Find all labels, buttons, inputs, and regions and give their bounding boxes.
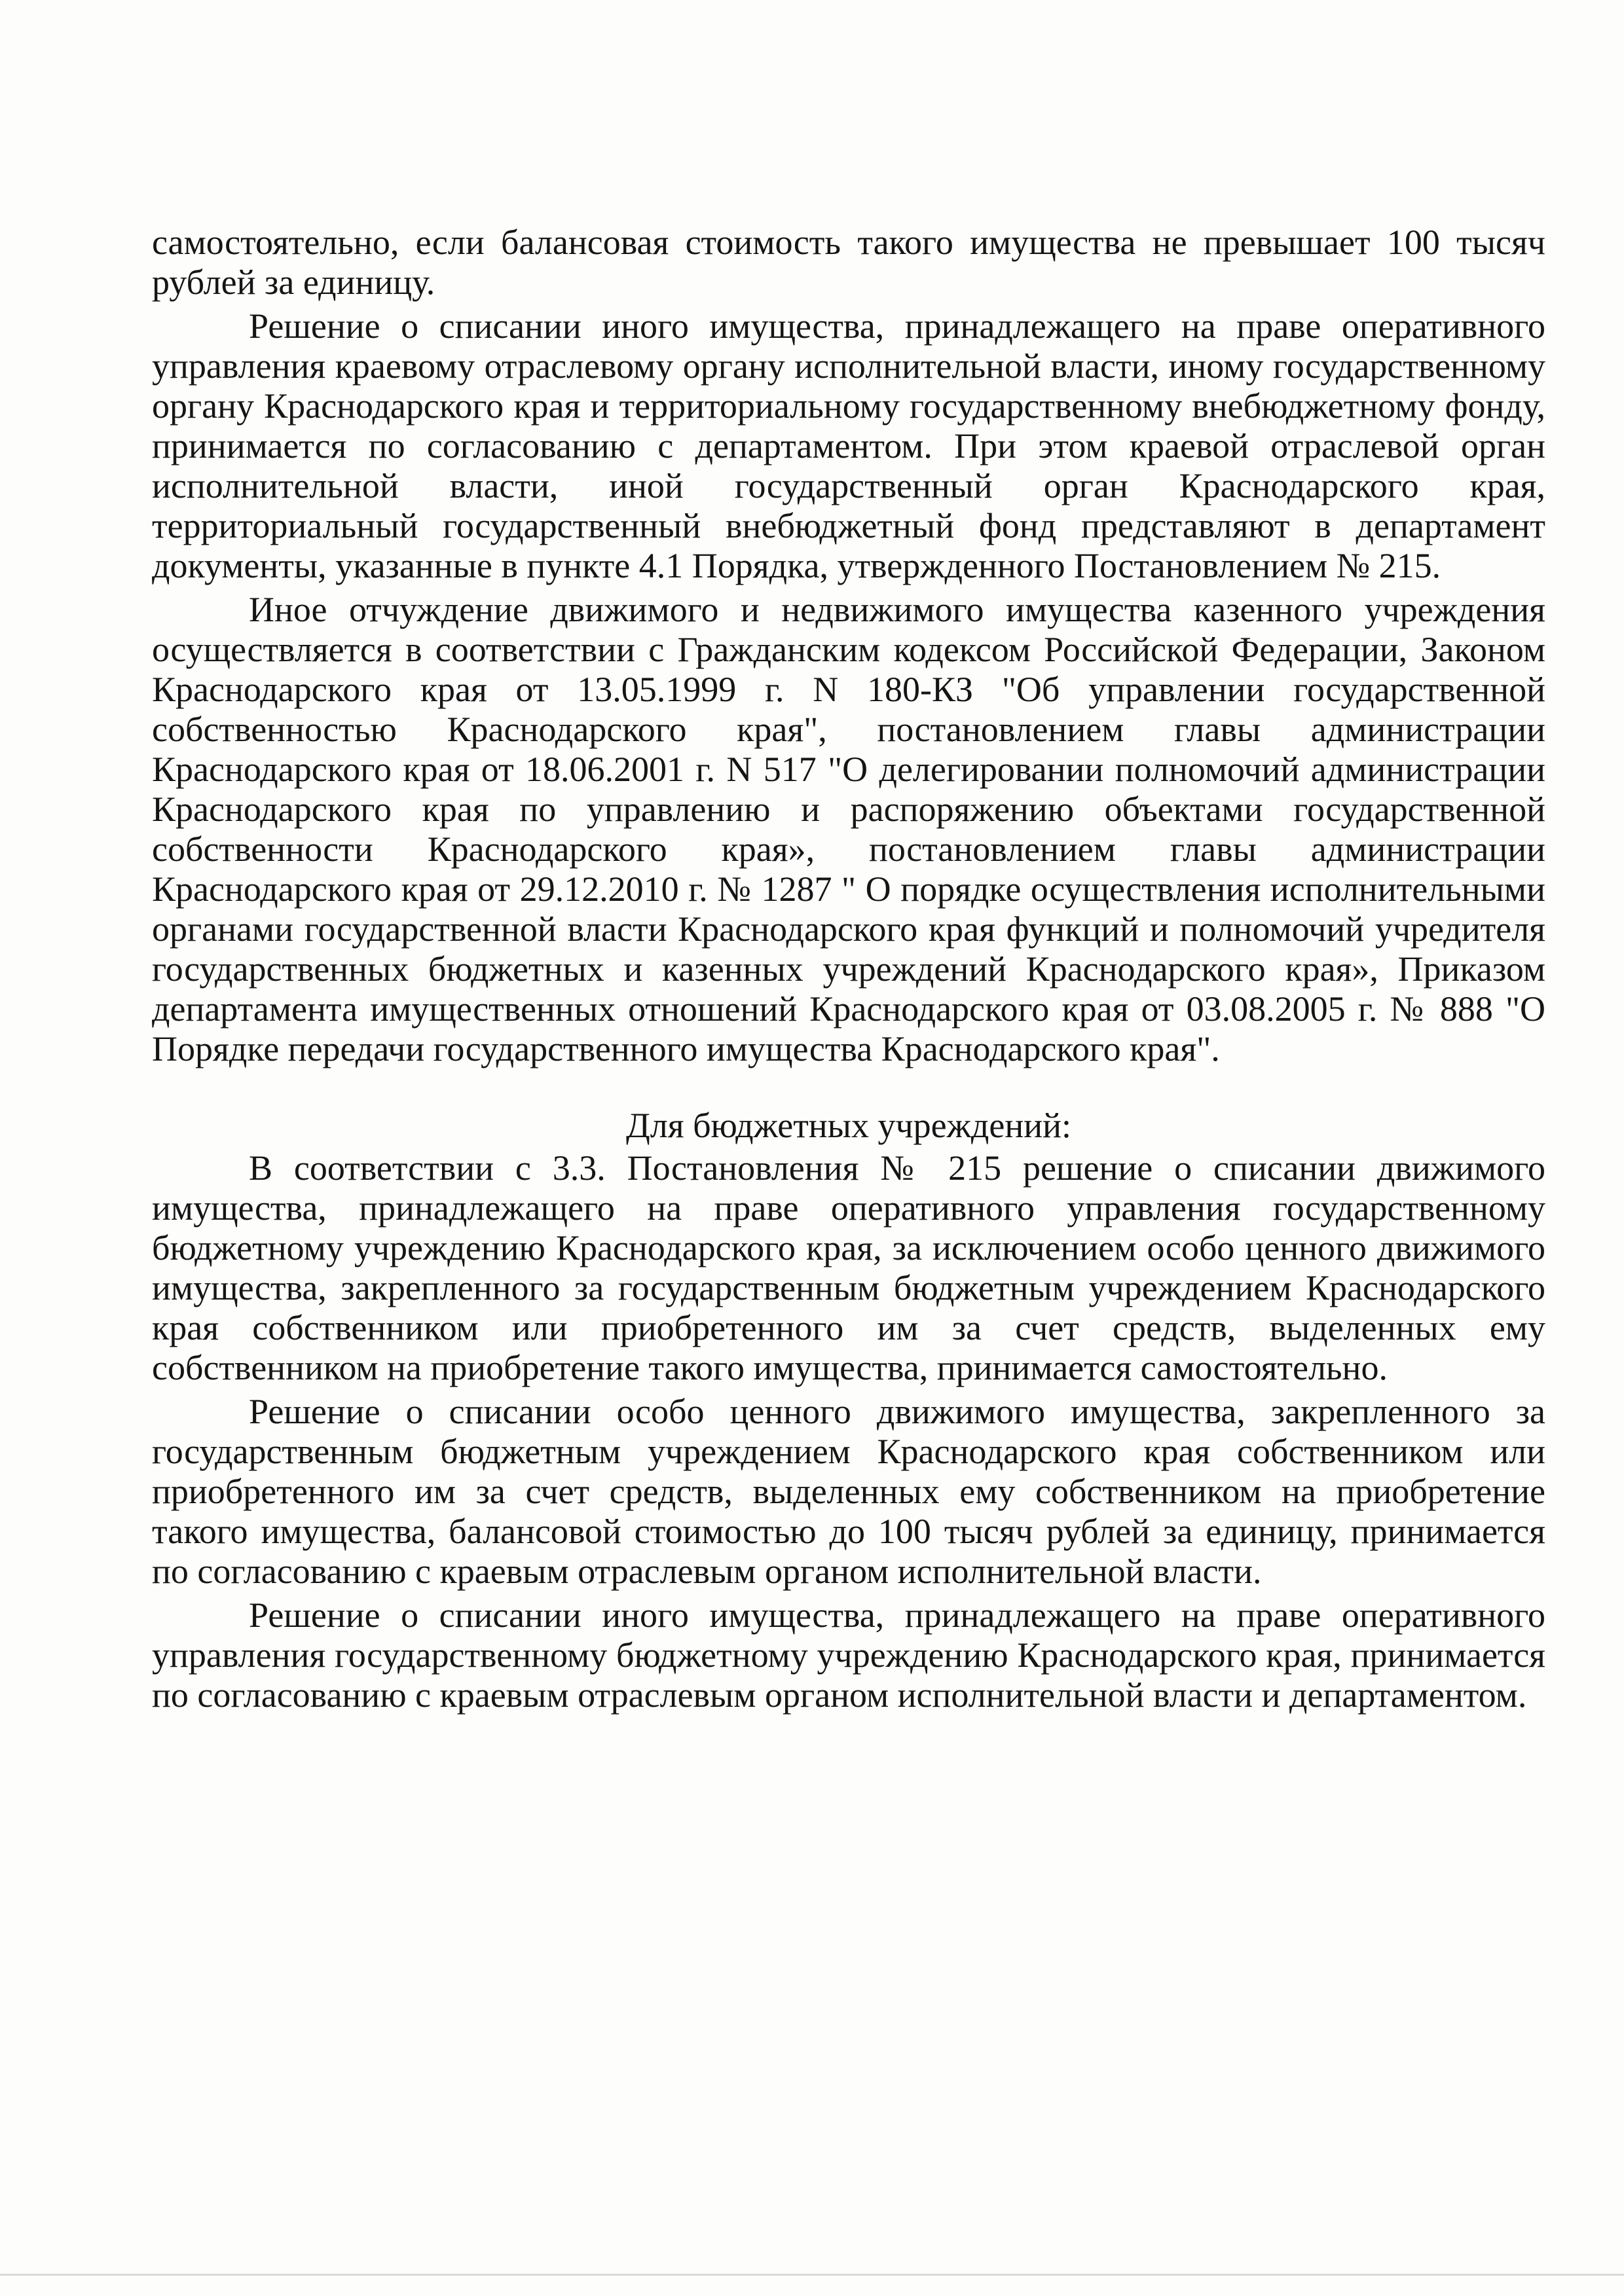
paragraph-budget-other: Решение о списании иного имущества, принадлежащего на праве оперативного управления государственному бюджетному учреждению Краснодарского края, принимается по согласованию с краевым отраслевым органом исполнительной власти и департаментом. [152, 1595, 1545, 1715]
paragraph-budget-valuable: Решение о списании особо ценного движимого имущества, закрепленного за государственным бюджетным учреждением Краснодарского края собственником или приобретенного им за счет средств, выделенных ему собственником на приобретение такого имущества, балансовой стоимостью до 100 тысяч рублей за единицу, принимается по согласованию с краевым отраслевым органом исполнительной власти. [152, 1392, 1545, 1591]
paragraph-writeoff-other-property: Решение о списании иного имущества, принадлежащего на праве оперативного управления краевому отраслевому органу исполнительной власти, иному государственному органу Краснодарского края и территориальному государственному внебюджетному фонду, принимается по согласованию с департаментом. При этом краевой отраслевой орган исполнительной власти, иной государственный орган Краснодарского края, территориальный государственный внебюджетный фонд представляют в департамент документы, указанные в пункте 4.1 Порядка, утвержденного Постановлением № 215. [152, 306, 1545, 585]
paragraph-continuation: самостоятельно, если балансовая стоимость такого имущества не превышает 100 тысяч рублей за единицу. [152, 223, 1545, 302]
paragraph-budget-movable: В соответствии с 3.3. Постановления № 215 решение о списании движимого имущества, принадлежащего на праве оперативного управления государственному бюджетному учреждению Краснодарского края, за исключением особо ценного движимого имущества, закрепленного за государственным бюджетным учреждением Краснодарского края собственником или приобретенного им за счет средств, выделенных ему собственником на приобретение такого имущества, принимается самостоятельно. [152, 1148, 1545, 1387]
section-heading: Для бюджетных учреждений: [625, 1106, 1072, 1145]
document-body [152, 223, 1545, 1719]
scan-edge-line [0, 2274, 1624, 2276]
paragraph-other-alienation: Иное отчуждение движимого и недвижимого имущества казенного учреждения осуществляется в соответствии с Гражданским кодексом Российской Федерации, Законом Краснодарского края от 13.05.1999 г. N 180-КЗ "Об управлении государственной собственностью Краснодарского края", постановлением главы администрации Краснодарского края от 18.06.2001 г. N 517 "О делегировании полномочий администрации Краснодарского края по управлению и распоряжению объектами государственной собственности Краснодарского края», постановлением главы администрации Краснодарского края от 29.12.2010 г. № 1287 " О порядке осуществления исполнительными органами государственной власти Краснодарского края функций и полномочий учредителя государственных бюджетных и казенных учреждений Краснодарского края», Приказом департамента имущественных отношений Краснодарского края от 03.08.2005 г. № 888 "О Порядке передачи государственного имущества Краснодарского края". [152, 590, 1545, 1068]
